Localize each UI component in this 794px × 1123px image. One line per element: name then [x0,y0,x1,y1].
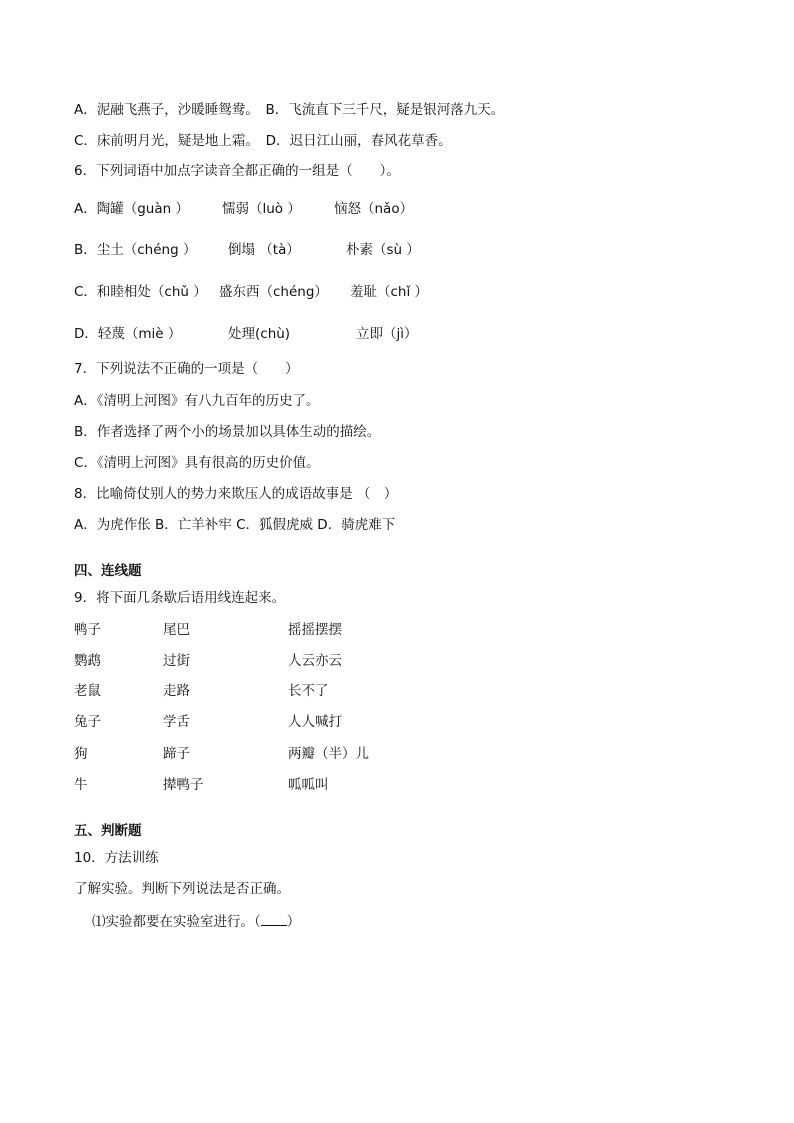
matching-middle: 学舌 [163,714,190,730]
matching-right: 长不了 [288,683,329,699]
matching-middle: 撵鸭子 [163,777,204,793]
matching-right: 人云亦云 [288,653,342,669]
q7-stem: 7．下列说法不正确的一项是（ ） [74,361,299,377]
q6-a-3: 恼怒（nǎo） [334,201,414,217]
matching-left: 老鼠 [74,683,101,699]
matching-left: 狗 [74,746,88,762]
q6-d-3: 立即（jì） [356,326,418,342]
q6-a-2: 懦弱（luò ） [222,201,301,217]
q5-option-line-1: A．泥融飞燕子，沙暖睡鸳鸯。 B．飞流直下三千尺，疑是银河落九天。 [74,102,505,118]
q6-b-1: B．尘土（chéng ） [74,242,197,258]
matching-right: 人人喊打 [288,714,342,730]
q10-intro: 了解实验。判断下列说法是否正确。 [74,881,290,897]
matching-right: 两瓣（半）儿 [288,746,369,762]
q6-d-1: D．轻蔑（miè ） [74,326,182,342]
q6-stem: 6．下列词语中加点字读音全都正确的一组是（ ）。 [74,163,400,179]
q8-options: A．为虎作伥 B．亡羊补牢 C．狐假虎威 D．骑虎难下 [74,517,396,533]
q10-stem: 10．方法训练 [74,850,159,866]
matching-middle: 走路 [163,683,190,699]
q6-b-3: 朴素（sù ） [346,242,420,258]
matching-middle: 蹄子 [163,746,190,762]
q6-c-3: 羞耻（chǐ ） [350,284,429,300]
q7-option-a: A．《清明上河图》有八九百年的历史了。 [74,393,320,409]
q9-stem: 9．将下面几条歇后语用线连起来。 [74,590,286,606]
q6-c-2: 盛东西（chéng） [219,284,328,300]
matching-right: 摇摇摆摆 [288,622,342,638]
q8-stem: 8．比喻倚仗别人的势力来欺压人的成语故事是 （ ） [74,486,398,502]
matching-left: 鸭子 [74,622,101,638]
q6-a-1: A．陶罐（guàn ） [74,201,189,217]
section-4-title: 四、连线题 [74,563,142,579]
q6-b-2: 倒塌 （tà） [228,242,300,258]
q10-item-1-close: ） [286,914,301,930]
matching-left: 兔子 [74,714,101,730]
q7-option-c: C．《清明上河图》具有很高的历史价值。 [74,455,320,471]
section-5-title: 五、判断题 [74,823,142,839]
matching-left: 鹦鹉 [74,653,101,669]
matching-middle: 尾巴 [163,622,190,638]
q10-item-1-text: ⑴实验都要在实验室进行。（ [92,914,261,930]
answer-blank[interactable] [261,913,287,926]
q5-option-line-2: C．床前明月光，疑是地上霜。 D．迟日江山丽，春风花草香。 [74,133,452,149]
q6-d-2: 处理(chù) [228,326,291,342]
matching-right: 呱呱叫 [288,777,329,793]
q7-option-b: B．作者选择了两个小的场景加以具体生动的描绘。 [74,424,381,440]
matching-left: 牛 [74,777,88,793]
matching-middle: 过街 [163,653,190,669]
q6-c-1: C．和睦相处（chǔ ） [74,284,207,300]
q10-item-1 [92,913,300,931]
